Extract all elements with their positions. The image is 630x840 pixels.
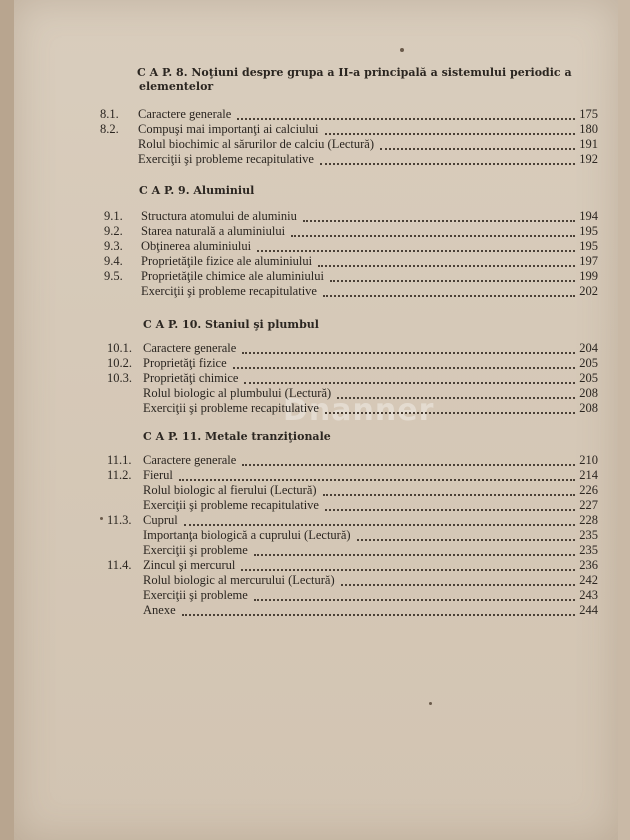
toc-entry (0, 401, 630, 415)
dot-leader (380, 147, 575, 150)
toc-entry-page: 235 (579, 543, 598, 557)
toc-entry-title: Rolul biologic al plumbului (Lectură) (143, 386, 332, 400)
toc-entry-title: Exerciţii şi probleme (143, 588, 248, 602)
toc-entry-title: Exerciţii şi probleme recapitulative (143, 498, 319, 512)
toc-entry-number: 8.1. (100, 107, 119, 121)
dot-leader (291, 234, 575, 237)
chapter-heading-line: C A P. 9. Aluminiul (139, 184, 255, 197)
watermark: Dnanner (283, 393, 435, 428)
toc-entry-page: 202 (579, 284, 598, 298)
toc-entry-page: 228 (579, 513, 598, 527)
toc-entry (0, 603, 630, 617)
toc-entry (0, 254, 630, 268)
toc-entry-number: 8.2. (100, 122, 119, 136)
dot-leader (323, 294, 575, 297)
dot-leader (179, 478, 575, 481)
toc-entry-page: 243 (579, 588, 598, 602)
chapter-heading-line: C A P. 10. Staniul şi plumbul (143, 318, 319, 331)
toc-entry (0, 468, 630, 482)
toc-entry-title: Rolul biochimic al sărurilor de calciu (Lectură) (138, 137, 375, 151)
toc-entry-title: Proprietăţi fizice (143, 356, 227, 370)
toc-entry-page: 235 (579, 528, 598, 542)
toc-entry-number: 10.1. (107, 341, 132, 355)
dot-leader (330, 279, 575, 282)
dot-leader (233, 366, 575, 369)
toc-entry-number: 9.5. (104, 269, 123, 283)
toc-entry-title: Structura atomului de aluminiu (141, 209, 297, 223)
toc-entry (0, 386, 630, 400)
toc-entry-page: 208 (579, 401, 598, 415)
toc-entry (0, 122, 630, 136)
toc-entry (0, 209, 630, 223)
toc-entry (0, 239, 630, 253)
toc-entry-number: 9.2. (104, 224, 123, 238)
toc-entry-page: 205 (579, 356, 598, 370)
toc-entry-title: Anexe (143, 603, 176, 617)
dot-leader (303, 219, 575, 222)
toc-entry-title: Caractere generale (143, 341, 237, 355)
dot-leader (182, 613, 575, 616)
toc-entry-number: 9.3. (104, 239, 123, 253)
toc-entry-page: 227 (579, 498, 598, 512)
dot-leader (244, 381, 575, 384)
toc-entry-page: 195 (579, 239, 598, 253)
dot-leader (184, 523, 575, 526)
chapter-heading (143, 430, 583, 444)
toc-entry-number: 11.4. (107, 558, 132, 572)
toc-entry-title: Proprietăţi chimice (143, 371, 239, 385)
toc-entry-title: Importanţa biologică a cuprului (Lectură) (143, 528, 351, 542)
dot-leader (254, 553, 575, 556)
toc-entry-title: Proprietăţile fizice ale aluminiului (141, 254, 313, 268)
chapter-heading-line: C A P. 11. Metale tranziţionale (143, 430, 331, 443)
dot-leader (237, 117, 575, 120)
toc-entry-page: 205 (579, 371, 598, 385)
chapter-heading-line: elementelor (139, 80, 214, 93)
toc-entry (0, 284, 630, 298)
toc-entry-page: 226 (579, 483, 598, 497)
toc-entry-page: 204 (579, 341, 598, 355)
toc-entry (0, 528, 630, 542)
dot-leader (241, 568, 575, 571)
toc-entry (0, 588, 630, 602)
toc-entry-page: 199 (579, 269, 598, 283)
dot-leader (341, 583, 575, 586)
dot-leader (325, 411, 575, 414)
toc-entry (0, 224, 630, 238)
dot-leader (257, 249, 575, 252)
toc-entry (0, 341, 630, 355)
toc-entry (0, 483, 630, 497)
dot-leader (242, 351, 575, 354)
toc-entry-page: 214 (579, 468, 598, 482)
toc-entry (0, 453, 630, 467)
dot-leader (323, 493, 575, 496)
toc-entry-page: 244 (579, 603, 598, 617)
toc-entry-page: 191 (579, 137, 598, 151)
toc-entry (0, 573, 630, 587)
toc-entry-page: 180 (579, 122, 598, 136)
toc-entry-title: Rolul biologic al fierului (Lectură) (143, 483, 317, 497)
toc-entry-title: Fierul (143, 468, 173, 482)
dot-leader (337, 396, 575, 399)
dot-leader (242, 463, 575, 466)
toc-entry-title: Zincul şi mercurul (143, 558, 236, 572)
dot-leader (320, 162, 575, 165)
toc-entry (0, 269, 630, 283)
toc-entry-page: 194 (579, 209, 598, 223)
toc-entry-title: Proprietăţile chimice ale aluminiului (141, 269, 324, 283)
chapter-heading (143, 318, 583, 332)
toc-entry-title: Exerciţii şi probleme recapitulative (141, 284, 317, 298)
toc-entry-page: 195 (579, 224, 598, 238)
toc-entry-page: 242 (579, 573, 598, 587)
toc-entry (0, 513, 630, 527)
chapter-heading (139, 184, 579, 198)
toc-entry-title: Compuşi mai importanţi ai calciului (138, 122, 319, 136)
toc-entry (0, 356, 630, 370)
toc-entry-page: 210 (579, 453, 598, 467)
toc-entry-page: 236 (579, 558, 598, 572)
chapter-heading (137, 66, 577, 94)
toc-entry-number: 11.1. (107, 453, 132, 467)
toc-entry-number: 10.2. (107, 356, 132, 370)
toc-entry-number: 9.1. (104, 209, 123, 223)
toc-entry-number: 9.4. (104, 254, 123, 268)
dot-leader (318, 264, 575, 267)
toc-entry-title: Exerciţii şi probleme recapitulative (143, 401, 319, 415)
toc-entry-page: 192 (579, 152, 598, 166)
toc-entry (0, 498, 630, 512)
toc-entry-title: Starea naturală a aluminiului (141, 224, 286, 238)
toc-entry (0, 558, 630, 572)
chapter-heading-line: C A P. 8. Noţiuni despre grupa a II-a principală a sistemului periodic a (137, 66, 572, 79)
toc-entry-page: 197 (579, 254, 598, 268)
toc-entry-number: 11.3. (107, 513, 132, 527)
toc-entry-title: Caractere generale (138, 107, 232, 121)
toc-entry-title: Rolul biologic al mercurului (Lectură) (143, 573, 335, 587)
toc-entry-number: 10.3. (107, 371, 132, 385)
toc-entry-page: 175 (579, 107, 598, 121)
toc-entry-title: Obţinerea aluminiului (141, 239, 252, 253)
toc-entry-title: Cuprul (143, 513, 178, 527)
toc-entry-title: Exerciţii şi probleme (143, 543, 248, 557)
toc-entry-title: Exerciţii şi probleme recapitulative (138, 152, 314, 166)
toc-entry (0, 152, 630, 166)
toc-entry-number: 11.2. (107, 468, 132, 482)
dot-leader (357, 538, 575, 541)
toc-entry (0, 371, 630, 385)
toc-entry (0, 137, 630, 151)
dot-leader (254, 598, 575, 601)
toc-entry-page: 208 (579, 386, 598, 400)
toc-entry (0, 543, 630, 557)
toc-entry-title: Caractere generale (143, 453, 237, 467)
dot-leader (325, 132, 575, 135)
dot-leader (325, 508, 575, 511)
toc-entry (0, 107, 630, 121)
